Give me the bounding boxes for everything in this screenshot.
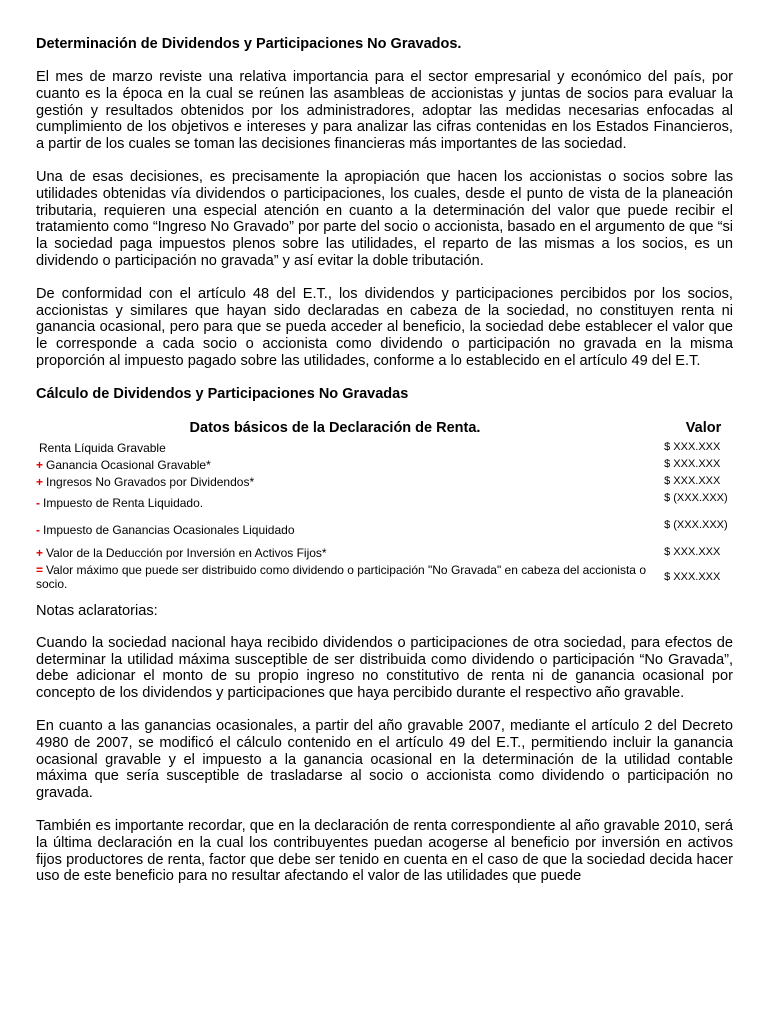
- calculation-table: [36, 415, 733, 591]
- operator-sign: -: [36, 495, 40, 510]
- table-row: [36, 519, 733, 543]
- row-label: - Impuesto de Ganancias Ocasionales Liquidado: [36, 522, 295, 537]
- row-label: Renta Líquida Gravable: [39, 440, 166, 455]
- note-paragraph: En cuanto a las ganancias ocasionales, a partir del año gravable 2007, mediante el artículo 2 del Decreto 4980 de 2007, se modificó el cálculo contenido en el artículo 49 del E.T., permitiendo incluir la ganancia ocasional gravable y el impuesto a la ganancia ocasional en la determinación de la utilidad contable máxima que sería susceptible de trasladarse al socio o accionista como dividendo o participación no gravada.: [36, 717, 733, 802]
- row-value: $ XXX.XXX: [664, 570, 721, 583]
- notes-title: Notas aclaratorias:: [36, 602, 158, 619]
- operator-sign: -: [36, 522, 40, 537]
- operator-sign: +: [36, 457, 44, 472]
- row-value: $ (XXX.XXX): [664, 518, 728, 531]
- paragraph: El mes de marzo reviste una relativa importancia para el sector empresarial y económico del país, por cuanto es la época en la cual se reúnen las asambleas de accionistas y juntas de socios para evaluar la gestión y resultados obtenidos por los administradores, adoptar las medidas necesarias enfocadas al cumplimiento de los objetivos e intereses y para analizar las cifras contenidas en los Estados Financieros, a partir de los cuales se toman las decisiones financieras más importantes de las sociedad.: [36, 69, 733, 153]
- table-row: [36, 492, 733, 516]
- table-row: [36, 563, 733, 591]
- row-value: $ (XXX.XXX): [664, 491, 728, 504]
- table-row: [36, 458, 733, 472]
- row-label: + Ingresos No Gravados por Dividendos*: [36, 474, 255, 489]
- row-value: $ XXX.XXX: [664, 440, 721, 453]
- header-value: Valor: [685, 419, 722, 436]
- row-label: + Valor de la Deducción por Inversión en Activos Fijos*: [36, 545, 327, 560]
- row-label: = Valor máximo que puede ser distribuido como dividendo o participación "No Gravada" en cabeza del accionista o socio.: [36, 562, 646, 591]
- section-title: Cálculo de Dividendos y Participaciones No Gravadas: [36, 385, 409, 402]
- table-header: [36, 415, 733, 441]
- header-description: Datos básicos de la Declaración de Renta.: [189, 419, 481, 436]
- row-value: $ XXX.XXX: [664, 474, 721, 487]
- document-page: [36, 30, 733, 901]
- note-paragraph: También es importante recordar, que en la declaración de renta correspondiente al año gravable 2010, será la última declaración en la cual los contribuyentes puedan acogerse al beneficio por inversión en activos fijos productores de renta, factor que debe ser tenido en cuenta en el caso de que la sociedad decida hacer uso de este beneficio para no resultar afectando el valor de las utilidades que puede: [36, 817, 733, 885]
- paragraph: Una de esas decisiones, es precisamente la apropiación que hacen los accionistas o socios sobre las utilidades obtenidas vía dividendos o participaciones, los cuales, desde el punto de vista de la planeación tributaria, requieren una especial atención en cuanto a la determinación del valor que puede recibir el tratamiento como “Ingreso No Gravado” por parte del socio o accionista, basado en el argumento de que “si la sociedad paga impuestos plenos sobre las utilidades, el reparto de las mismas a los socios, es un dividendo o participación no gravada” y así evitar la doble tributación.: [36, 168, 733, 269]
- row-value: $ XXX.XXX: [664, 457, 721, 470]
- table-row: [36, 475, 733, 489]
- operator-sign: +: [36, 474, 44, 489]
- note-paragraph: Cuando la sociedad nacional haya recibido dividendos o participaciones de otra sociedad, para efectos de determinar la utilidad máxima susceptible de ser distribuida como dividendo o participación “No Gravada”, debe adicionar el monto de su propio ingreso no constitutivo de renta ni de ganancia ocasional por concepto de los dividendos y participaciones que haya percibido durante el respectivo año gravable.: [36, 634, 733, 702]
- row-label: - Impuesto de Renta Liquidado.: [36, 495, 204, 510]
- paragraph: De conformidad con el artículo 48 del E.T., los dividendos y participaciones percibidos por los socios, accionistas y similares que hayan sido declaradas en cabeza de la sociedad, no constituyen renta ni ganancia ocasional, pero para que se pueda acceder al beneficio, la sociedad debe establecer el valor que le corresponde a cada socio o accionista como dividendo o participación no gravada en la misma proporción al impuesto pagado sobre las utilidades, conforme a lo establecido en el artículo 49 del E.T.: [36, 285, 733, 369]
- document-title: Determinación de Dividendos y Participaciones No Gravados.: [36, 36, 462, 52]
- row-value: $ XXX.XXX: [664, 545, 721, 558]
- row-label: + Ganancia Ocasional Gravable*: [36, 457, 211, 472]
- table-row: [36, 546, 733, 560]
- operator-sign: =: [36, 562, 44, 577]
- table-row: [36, 441, 733, 455]
- operator-sign: +: [36, 545, 44, 560]
